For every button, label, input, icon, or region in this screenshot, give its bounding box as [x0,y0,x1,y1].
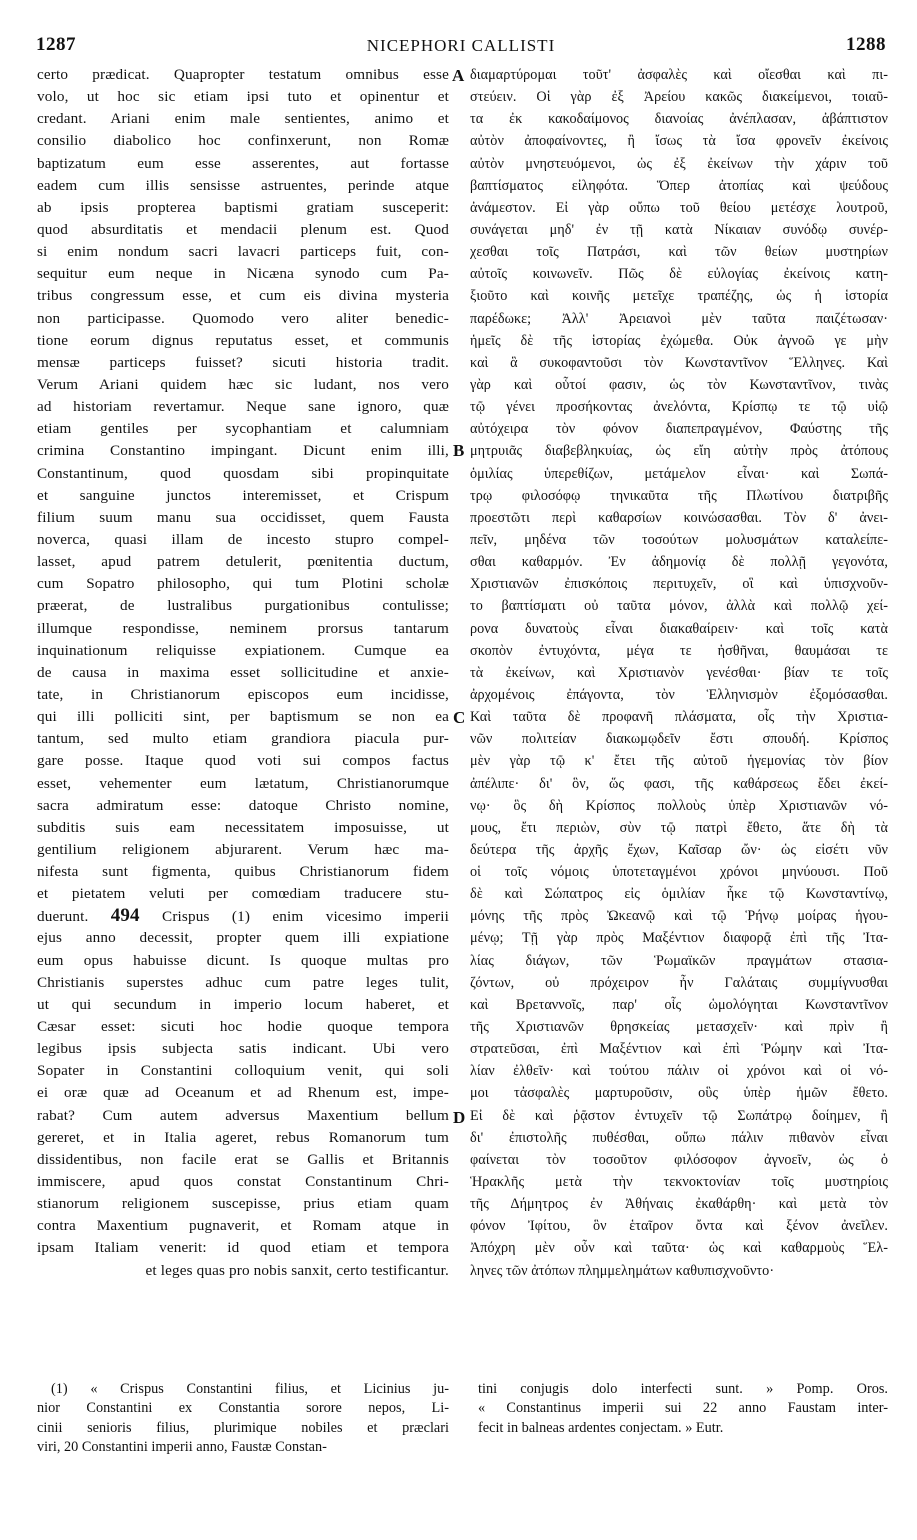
latin-text-line: subditis suis eam necessitatem imposuisse, ut [37,818,449,836]
greek-text-line: Χριστιανῶν ἐπισκόποις περιτυχεῖν, οἳ καὶ ὑπισχνοῦν- [470,576,888,593]
greek-text-line: ρονα δυνατοὺς εἶναι διακαθαίρειν· καὶ τοῖς κατὰ [470,620,888,637]
footnote-line: viri, 20 Constantini imperii anno, Faustæ Constan- [37,1439,327,1456]
greek-text-line: αὐτοῖς κοινωνεῖν. Πῶς δὲ εὐλογίας ἐκείνοις κατη- [470,266,888,283]
latin-text-line: nifesta sunt figmenta, quibus Christianorum fidem [37,863,449,881]
latin-text-line: tione eorum dignus reputatus esset, et communis [37,331,449,349]
running-title: NICEPHORI CALLISTI [366,36,556,55]
latin-text-line: inquinationum reliquisse expiationem. Cumque ea [37,641,449,659]
latin-text-line: cum Sopatro philosopho, qui tum Plotini scholæ [37,575,449,593]
greek-text-line: αὐτὸν μνηστευόμενοι, ὡς ἐξ ἐκείνων τὴν χάριν τοῦ [470,155,888,172]
latin-text-line: immiscere, apud quos constat Constantinum Chri- [37,1173,449,1191]
greek-text-line: ἡμεῖς δὲ τῆς ἱστορίας ἐχώμεθα. Οὐκ ἀγνοῶ γε μὴν [470,332,888,349]
greek-text-line: προεστῶτι περὶ καθαρσίων κοινώσασθαι. Τὸν δ' ἀνει- [470,509,888,526]
greek-text-line: καὶ ἃ συκοφαντοῦσι τὸν Κωνσταντῖνον Ἕλληνες. Καὶ [470,354,888,371]
greek-text-line: νῶν πολιτείαν διακωμῳδεῖν ἔστι σπουδή. Κρίσπος [470,731,888,748]
greek-text-line: σκοπὸν ἐντυχόντα, μέγα τε ἡσθῆναι, θαυμάσαι τε [470,642,888,659]
greek-text-line: ἀνάμεστον. Εἰ γὰρ οὔπω τοῦ θείου μετέσχε λουτροῦ, [470,199,888,216]
latin-text-line: certo prædicat. Quapropter testatum omnibus esse [37,66,449,83]
latin-text-line: stianorum religionem suscepisse, prius etiam quam [37,1195,449,1213]
latin-text-line: tate, in Christianorum episcopos eum incidisse, [37,685,449,703]
latin-text-line: gentilium religionem abjurarent. Verum hæc ma- [37,840,449,858]
latin-text-line: et pietatem veluti per comœdiam traducere stu- [37,885,449,903]
greek-text-line: στεύειν. Οἱ γὰρ ἐξ Ἀρείου κακῶς διακείμενοι, τοιαῦ- [470,89,888,106]
latin-text-line: sequitur eum neque in Nicæna synodo cum Pa- [37,265,449,283]
footnote-right [478,1380,888,1438]
latin-text-line: etiam gentiles per sycophantiam et calumniam [37,420,449,438]
greek-text-line: λίας διάγων, τῶν Ῥωμαϊκῶν πραγμάτων στασια- [470,952,888,969]
greek-text-line: νῳ· ὃς δὴ Κρίσπος πολλοὺς ὑπὲρ Χριστιανῶν νό- [470,797,888,814]
greek-text-line: τῆς Δήμητρος ἐν Ἀθήναις ἐκαθάρθη· καὶ μετὰ τὸν [470,1196,888,1213]
greek-text-line: μητρυιᾶς διαβεβληκυίας, ὡς εἴη αὐτὴν πρὸς ἀτόπους [470,443,888,460]
latin-text-line: ejus anno decessit, propter quem illi expiatione [37,929,449,947]
latin-text-line: consilio diabolico hoc confinxerunt, non Romæ [37,132,449,150]
folio-number: 494 [110,905,140,927]
latin-text-line: mensæ particeps fuisset? sicuti historia tradit. [37,353,449,371]
latin-text-line: præerat, de lustralibus purgationibus contulisse; [37,597,449,615]
greek-text-line: στρατεῦσαι, ἐπὶ Μαξέντιον καὶ ἐπὶ Ῥώμην καὶ Ἰτα- [470,1041,888,1058]
latin-text-line: non participasse. Quomodo vero aliter benedic- [37,309,449,327]
latin-text-line: rabat? Cum autem adversus Maxentium bellum [37,1106,449,1124]
latin-text-line: eum opus habuisse dicunt. Is quoque multas pro [37,951,449,969]
greek-column [470,64,888,1282]
latin-text-line: legibus ipsis subjecta satis indicant. Ubi vero [37,1040,449,1058]
footnote-line: nior Constantini ex Constantia sorore nepos, Li- [37,1400,449,1417]
latin-text-line: credant. Ariani enim male sentientes, animo et [37,110,449,128]
margin-mark-a: A [452,66,465,85]
greek-text-line: αὐτόχειρα τὸν φόνον διαπεπραγμένον, Φαύστης τῆς [470,421,888,438]
greek-text-line: χεσθαι τοῖς Πατράσι, καὶ τῶν θείων μυστηρίων [470,244,888,261]
page-header [36,34,886,64]
greek-text-line: δὲ καὶ Σώπατρος εἰς ὁμιλίαν ἧκε τῷ Κωνσταντίνῳ, [470,886,888,903]
latin-text-line: Sopater in Constantini colloquium venit, qui soli [37,1062,449,1080]
latin-text-line [37,905,449,927]
greek-text-line: βαπτίσματος εἰληφότα. Ὅπερ ἀτοπίας καὶ ψεύδους [470,177,888,194]
greek-text-line: ζόντων, οὐ πρόχειρον ἦν Γαλάταις συμμίγνυσθαι [470,974,888,991]
latin-text-line: noverca, quasi illam de incesto stupro compel- [37,530,449,548]
latin-text-line: baptizatum eum esse asserentes, aut fortasse [37,154,449,172]
latin-text-line: de causa in maxima esset sollicitudine et anxie- [37,663,449,681]
footnote-left [37,1380,449,1458]
margin-mark-c: C [453,708,466,727]
latin-text-line: illumque respondisse, neminem prorsus tantarum [37,619,449,637]
greek-text-line: το βαπτίσματι οὐ ταῦτα μόνον, ἀλλὰ καὶ πολλῷ χεί- [470,598,888,615]
latin-text-line: quod absurditatis et mendacii plenum est. Quod [37,220,449,238]
greek-text-line: αὐτὸν ἀποφαίνοντες, ἢ ἴσως τὰ ἴσα φρονεῖν ἐκείνοις [470,133,888,150]
greek-text-line: μὲν γὰρ τῷ κ' ἔτει τῆς αὐτοῦ ἡγεμονίας τὸν βίον [470,753,888,770]
latin-text-line: Cæsar esset: sicuti hoc hodie quoque tempora [37,1018,449,1036]
latin-text-line: ut qui secundum in imperio locum haberet, et [37,995,449,1013]
latin-text-line: tribus congressum esse, et cum eis divina mysteria [37,287,449,305]
greek-text-line: λίαν ἐλθεῖν· καὶ τούτου πάλιν οἱ χρόνοι καὶ οἱ νό- [470,1063,888,1080]
greek-text-line: Καὶ ταῦτα δὲ προφανῆ πλάσματα, οἷς τὴν Χριστια- [470,709,888,726]
latin-text-line: ipsam Italiam venerit: id quod etiam et tempora [37,1239,449,1257]
greek-text-line: ὁμιλίας ὑπερεθίζων, μετάμελον εἶναι· καὶ Σωπά- [470,465,888,482]
greek-text-line: συνάγεται μηδ' ἐν τῇ κατὰ Νίκαιαν συνόδῳ συνέρ- [470,221,888,238]
latin-text-line: lasset, apud patrem detulerit, pœnitentia ductum, [37,553,449,571]
latin-text-fragment: Crispus (1) enim vicesimo imperii [139,908,449,926]
latin-text-line: ad historiam revertamur. Neque sane ignoro, quæ [37,398,449,416]
greek-text-line: παρέδωκε; Ἀλλ' Ἀρειανοὶ μὲν ταῦτα παιζέτωσαν· [470,310,888,327]
latin-text-line: gare posse. Itaque quod voti sui compos factus [37,752,449,770]
greek-text-line: δεύτερα τῆς ἀρχῆς ἔχων, Καῖσαρ ὤν· ὡς εἰσέτι νῦν [470,841,888,858]
margin-mark-b: B [453,441,465,460]
greek-text-line: ξιοῦτο καὶ κοινῆς μετεῖχε τραπέζης, ὡς ἡ ἱστορία [470,288,888,305]
greek-text-line: πεῖν, μηδένα τῶν τοσούτων μολυσμάτων καταλείπε- [470,531,888,548]
latin-text-line: si enim nondum sacri lavacri particeps fuit, con- [37,243,449,261]
latin-text-line: ab ipsis propterea baptismi gratiam susceperit: [37,198,449,216]
latin-text-line: et sanguine junctos interemisset, et Crispum [37,486,449,504]
latin-text-line: et leges quas pro nobis sanxit, certo testificantur. [145,1261,449,1279]
footnote-line: tini conjugis dolo interfecti sunt. » Pomp. Oros. [478,1381,888,1397]
greek-text-line: μοι τἀσφαλὲς μαρτυροῦσιν, οὓς ὑπὲρ ἡμῶν ἔθετο. [470,1085,888,1102]
latin-text-line: Verum Ariani quidem hæc sic ludant, nos vero [37,375,449,393]
page-number-right: 1288 [846,34,886,55]
greek-text-line: καὶ Βρεταννοῖς, παρ' οἷς ὡμολόγηται Κωνσταντῖνον [470,996,888,1013]
footnote-line: fecit in balneas ardentes conjectam. » Eutr. [478,1419,724,1436]
latin-text-line: esset, vehementer eum lætatum, Christianorumque [37,774,449,792]
greek-text-line: σθαι καθαρμόν. Ἐν ἀδημονίᾳ δὲ πολλῇ γεγονότα, [470,554,888,571]
latin-text-line: filium suum manu sua occidisset, quem Fausta [37,508,449,526]
latin-text-fragment: duerunt. [37,908,111,926]
latin-text-line: crimina Constantino impingant. Dicunt enim illi, [37,442,449,460]
latin-text-line: qui illi polliciti sint, per baptismum se non ea [37,708,449,726]
greek-text-line: Ἀπόχρη μὲν οὖν καὶ ταῦτα· ὡς καὶ καθαρμοὺς Ἕλ- [470,1240,888,1257]
page-number-left: 1287 [36,34,76,55]
latin-text-line: Constantinum, quod quosdam sibi propinquitate [37,464,449,482]
greek-text-line: μένῳ; Τῇ γὰρ πρὸς Μαξέντιον διαφορᾷ ἐπὶ τῆς Ἰτα- [470,930,888,947]
greek-text-line: τρῳ φιλοσόφῳ τηνικαῦτα τῆς Πλωτίνου διατριβῆς [470,487,888,504]
latin-text-line: dissidentibus, non facile erat se Gallis et Britannis [37,1150,449,1168]
footnote-line: (1) « Crispus Constantini filius, et Licinius ju- [51,1381,449,1397]
latin-text-line: volo, ut hoc sic etiam ipsi tuto et opinentur et [37,88,449,106]
greek-text-line: φόνον Ἰφίτου, ὃν ἑταῖρον ὄντα καὶ ξένον ἀνεῖλεν. [470,1218,888,1235]
greek-text-line: Εἰ δὲ καὶ ῥᾷστον ἐντυχεῖν τῷ Σωπάτρῳ δοίημεν, ἢ [470,1107,888,1124]
latin-text-line: eadem cum illis sensisse astruentes, perinde atque [37,176,449,194]
greek-text-line: δι' ἐπιστολῆς πυθέσθαι, οὔπω πάλιν πιθανὸν εἶναι [470,1129,888,1146]
greek-text-line: μους, ἔτι περιὼν, σὺν τῷ πατρὶ ἔθετο, ἅτε δὴ τὰ [470,819,888,836]
greek-text-line: τῷ γένει προσήκοντας ἀνελόντα, Κρίσπῳ τε τῷ υἱῷ [470,399,888,416]
greek-text-line: οἱ τοῖς νόμοις ὑποτεταγμένοι χρόνοι μηνύουσι. Ποῦ [470,864,888,881]
latin-text-line: sacra admiratum esse: datoque Christo nomine, [37,796,449,814]
latin-text-line: Christianis superstes adhuc cum patre leges tulit, [37,973,449,991]
latin-column [37,64,449,1282]
latin-text-line: gereret, et in Italia ageret, rebus Romanorum tum [37,1128,449,1146]
greek-text-line: μόνης τῆς πρὸς Ὠκεανῷ καὶ τῷ Ῥήνῳ μοίρας ἡγου- [470,908,888,925]
greek-text-line: τα ἐκ κακοδαίμονος διανοίας ἀνέπλασαν, ἀβάπτιστον [470,111,888,128]
greek-text-line: τὰ ἐκείνων, καὶ Χριστιανὸν γενέσθαι· βίαν τε τοῖς [470,664,888,681]
greek-text-line: φαίνεται τὸν τοσοῦτον φιλόσοφον ἀγνοεῖν, ὡς ὁ [470,1151,888,1168]
greek-text-line: ἀπέλιπε· δι' ὃν, ὥς φασι, τῆς καθάρσεως ἔδει ἐκεί- [470,775,888,792]
greek-text-line: διαμαρτύρομαι τοῦτ' ἀσφαλὲς καὶ οἴεσθαι καὶ πι- [470,67,888,83]
margin-mark-d: D [453,1108,466,1127]
greek-text-line: ληνες τῶν ἀτόπων πλημμελημάτων καθυπισχνοῦντο· [470,1262,775,1279]
footnote-line: « Constantinus imperii sui 22 anno Faustam inter- [478,1400,888,1417]
footnote-line: cinii senioris filius, plurimique nobiles et præclari [37,1419,449,1436]
latin-text-line: tantum, sed multo etiam grandiora piacula pur- [37,730,449,748]
greek-text-line: γὰρ καὶ οὗτοί φασιν, ὡς τὸν Κωνσταντῖνον, τινὰς [470,376,888,393]
greek-text-line: Ἡρακλῆς μετὰ τὴν τεκνοκτονίαν τοῖς μυστηρίοις [470,1174,888,1191]
greek-text-line: ἀρχομένοις ἐπάγοντα, τὸν Ἑλληνισμὸν ἐξομόσασθαι. [470,686,888,703]
latin-text-line: ei oræ quæ ad Oceanum et ad Rhenum est, impe- [37,1084,449,1102]
latin-text-line: contra Maxentium pugnaverit, et Romam atque in [37,1217,449,1235]
greek-text-line: τῆς Χριστιανῶν θρησκείας μετασχεῖν· καὶ πρὶν ἢ [470,1019,888,1036]
